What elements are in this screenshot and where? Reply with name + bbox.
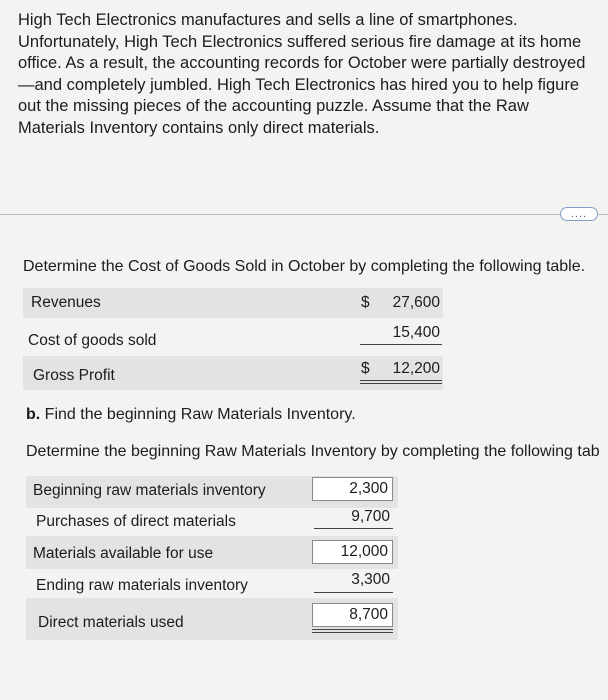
section-divider bbox=[0, 214, 560, 215]
total-double-underline bbox=[312, 629, 393, 633]
total-double-underline bbox=[360, 380, 442, 384]
gross-profit-value[interactable]: 12,200 bbox=[392, 360, 440, 377]
beginning-rm-input[interactable]: 2,300 bbox=[312, 477, 393, 501]
gross-profit-label: Gross Profit bbox=[33, 367, 115, 384]
materials-available-input[interactable]: 12,000 bbox=[312, 540, 393, 564]
subtotal-underline bbox=[360, 344, 442, 345]
revenues-value[interactable]: 27,600 bbox=[392, 294, 440, 311]
revenues-label: Revenues bbox=[31, 294, 101, 311]
part-b-text: Find the beginning Raw Materials Inventory. bbox=[44, 406, 356, 423]
raw-materials-prompt: Determine the beginning Raw Materials Inventory by completing the following tab bbox=[26, 443, 600, 460]
section-divider-tail bbox=[598, 214, 608, 215]
cogs-label: Cost of goods sold bbox=[28, 332, 157, 349]
problem-description: High Tech Electronics manufactures and sells a line of smartphones. Unfortunately, High Tech Electronics suffered serious fire damage at its home office. As a result, the accounting records for October were partially destroyed—and completely jumbled. High Tech Electronics has hired you to help figure out the missing pieces of the accounting puzzle. Assume that the Raw Materials Inventory contains only direct materials. bbox=[18, 11, 586, 137]
subtotal-underline bbox=[314, 528, 393, 529]
cropped-next-section bbox=[0, 686, 608, 700]
currency-symbol: $ bbox=[361, 294, 370, 311]
materials-available-label: Materials available for use bbox=[33, 545, 214, 562]
ending-rm-label: Ending raw materials inventory bbox=[36, 577, 248, 594]
currency-symbol: $ bbox=[361, 360, 370, 377]
subtotal-underline bbox=[314, 592, 393, 593]
beginning-rm-label: Beginning raw materials inventory bbox=[33, 482, 266, 499]
purchases-value[interactable]: 9,700 bbox=[351, 508, 390, 525]
expand-more-button[interactable]: .... bbox=[560, 207, 598, 221]
purchases-label: Purchases of direct materials bbox=[36, 513, 236, 530]
cogs-value[interactable]: 15,400 bbox=[392, 324, 440, 341]
direct-materials-used-input[interactable]: 8,700 bbox=[312, 603, 393, 627]
direct-materials-used-label: Direct materials used bbox=[38, 614, 184, 631]
ending-rm-value[interactable]: 3,300 bbox=[351, 571, 390, 588]
part-b-heading bbox=[26, 406, 356, 424]
part-b-letter: b. bbox=[26, 406, 41, 423]
cogs-prompt: Determine the Cost of Goods Sold in October by completing the following table. bbox=[23, 258, 586, 275]
